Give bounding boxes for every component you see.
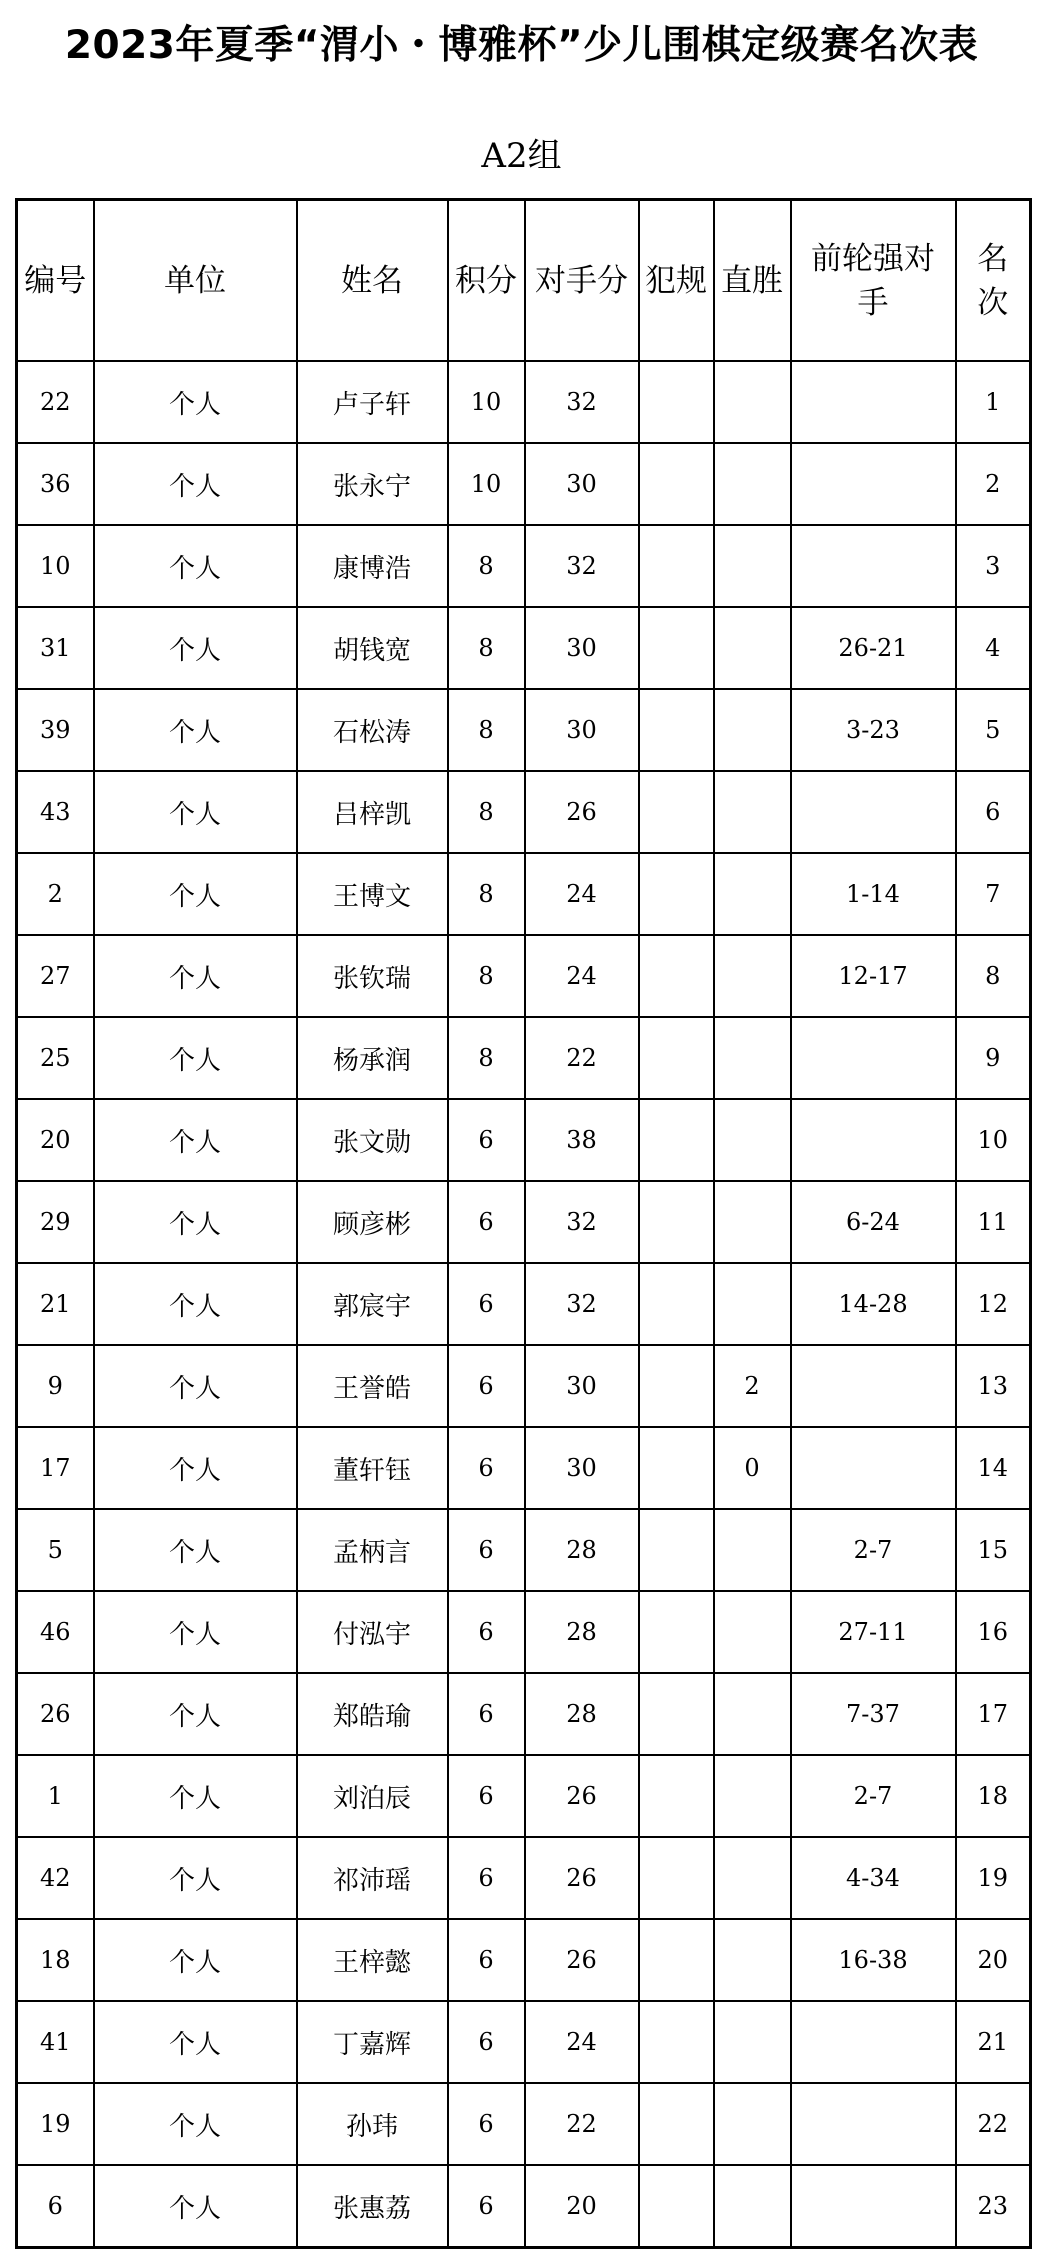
cell-unit: 个人 bbox=[94, 935, 297, 1017]
cell-prev-strong-opponent bbox=[791, 2165, 956, 2248]
cell-unit: 个人 bbox=[94, 1263, 297, 1345]
cell-fouls bbox=[639, 1345, 714, 1427]
cell-name: 顾彦彬 bbox=[297, 1181, 448, 1263]
ranking-table bbox=[15, 198, 1032, 2249]
cell-number: 2 bbox=[17, 853, 94, 935]
cell-prev-strong-opponent bbox=[791, 361, 956, 443]
table-body bbox=[17, 361, 1031, 2248]
cell-direct-win bbox=[714, 853, 791, 935]
cell-fouls bbox=[639, 1017, 714, 1099]
cell-number: 27 bbox=[17, 935, 94, 1017]
cell-direct-win bbox=[714, 1673, 791, 1755]
cell-unit: 个人 bbox=[94, 1919, 297, 2001]
cell-direct-win bbox=[714, 1017, 791, 1099]
table-header-row bbox=[17, 200, 1031, 362]
cell-name: 王誉皓 bbox=[297, 1345, 448, 1427]
cell-name: 张文勋 bbox=[297, 1099, 448, 1181]
cell-name: 董轩钰 bbox=[297, 1427, 448, 1509]
cell-number: 25 bbox=[17, 1017, 94, 1099]
cell-number: 21 bbox=[17, 1263, 94, 1345]
cell-number: 41 bbox=[17, 2001, 94, 2083]
cell-name: 张钦瑞 bbox=[297, 935, 448, 1017]
cell-fouls bbox=[639, 607, 714, 689]
cell-number: 10 bbox=[17, 525, 94, 607]
cell-unit: 个人 bbox=[94, 2165, 297, 2248]
cell-unit: 个人 bbox=[94, 2001, 297, 2083]
cell-opponent-score: 20 bbox=[525, 2165, 639, 2248]
cell-points: 8 bbox=[448, 689, 525, 771]
cell-number: 1 bbox=[17, 1755, 94, 1837]
cell-points: 6 bbox=[448, 1837, 525, 1919]
cell-name: 付泓宇 bbox=[297, 1591, 448, 1673]
cell-unit: 个人 bbox=[94, 361, 297, 443]
header-rank: 名次 bbox=[956, 200, 1031, 362]
header-opponent-score: 对手分 bbox=[525, 200, 639, 362]
cell-rank: 22 bbox=[956, 2083, 1031, 2165]
table-row bbox=[17, 689, 1031, 771]
cell-number: 42 bbox=[17, 1837, 94, 1919]
cell-points: 6 bbox=[448, 1181, 525, 1263]
cell-fouls bbox=[639, 1181, 714, 1263]
cell-number: 29 bbox=[17, 1181, 94, 1263]
cell-opponent-score: 30 bbox=[525, 607, 639, 689]
cell-opponent-score: 26 bbox=[525, 1919, 639, 2001]
cell-fouls bbox=[639, 1427, 714, 1509]
table-row bbox=[17, 361, 1031, 443]
cell-prev-strong-opponent: 7-37 bbox=[791, 1673, 956, 1755]
cell-points: 8 bbox=[448, 771, 525, 853]
cell-rank: 16 bbox=[956, 1591, 1031, 1673]
cell-unit: 个人 bbox=[94, 689, 297, 771]
cell-fouls bbox=[639, 2165, 714, 2248]
cell-name: 丁嘉辉 bbox=[297, 2001, 448, 2083]
cell-direct-win bbox=[714, 2001, 791, 2083]
cell-fouls bbox=[639, 1673, 714, 1755]
cell-direct-win bbox=[714, 2165, 791, 2248]
cell-points: 8 bbox=[448, 607, 525, 689]
cell-points: 8 bbox=[448, 853, 525, 935]
cell-points: 6 bbox=[448, 2083, 525, 2165]
cell-unit: 个人 bbox=[94, 1017, 297, 1099]
cell-direct-win bbox=[714, 2083, 791, 2165]
cell-unit: 个人 bbox=[94, 1591, 297, 1673]
cell-prev-strong-opponent: 12-17 bbox=[791, 935, 956, 1017]
cell-rank: 15 bbox=[956, 1509, 1031, 1591]
cell-direct-win bbox=[714, 607, 791, 689]
cell-fouls bbox=[639, 525, 714, 607]
cell-rank: 23 bbox=[956, 2165, 1031, 2248]
cell-name: 胡钱宽 bbox=[297, 607, 448, 689]
cell-unit: 个人 bbox=[94, 771, 297, 853]
cell-number: 36 bbox=[17, 443, 94, 525]
cell-unit: 个人 bbox=[94, 443, 297, 525]
cell-opponent-score: 32 bbox=[525, 361, 639, 443]
header-prev-strong-opponent: 前轮强对手 bbox=[791, 200, 956, 362]
cell-number: 22 bbox=[17, 361, 94, 443]
cell-opponent-score: 26 bbox=[525, 771, 639, 853]
cell-fouls bbox=[639, 2083, 714, 2165]
cell-rank: 9 bbox=[956, 1017, 1031, 1099]
cell-rank: 19 bbox=[956, 1837, 1031, 1919]
cell-direct-win bbox=[714, 1837, 791, 1919]
table-row bbox=[17, 1837, 1031, 1919]
cell-points: 6 bbox=[448, 1919, 525, 2001]
cell-number: 20 bbox=[17, 1099, 94, 1181]
cell-opponent-score: 28 bbox=[525, 1509, 639, 1591]
table-row bbox=[17, 1263, 1031, 1345]
cell-prev-strong-opponent: 3-23 bbox=[791, 689, 956, 771]
cell-direct-win bbox=[714, 1263, 791, 1345]
cell-unit: 个人 bbox=[94, 607, 297, 689]
cell-direct-win bbox=[714, 771, 791, 853]
cell-opponent-score: 28 bbox=[525, 1591, 639, 1673]
cell-rank: 10 bbox=[956, 1099, 1031, 1181]
cell-opponent-score: 22 bbox=[525, 1017, 639, 1099]
cell-rank: 18 bbox=[956, 1755, 1031, 1837]
table-row bbox=[17, 607, 1031, 689]
cell-name: 卢子轩 bbox=[297, 361, 448, 443]
page-title: 2023年夏季“渭小・博雅杯”少儿围棋定级赛名次表 bbox=[64, 23, 979, 68]
cell-direct-win bbox=[714, 443, 791, 525]
cell-prev-strong-opponent bbox=[791, 1427, 956, 1509]
cell-number: 46 bbox=[17, 1591, 94, 1673]
cell-points: 8 bbox=[448, 1017, 525, 1099]
cell-number: 43 bbox=[17, 771, 94, 853]
cell-prev-strong-opponent bbox=[791, 1099, 956, 1181]
cell-fouls bbox=[639, 1099, 714, 1181]
cell-rank: 21 bbox=[956, 2001, 1031, 2083]
cell-prev-strong-opponent bbox=[791, 771, 956, 853]
table-row bbox=[17, 443, 1031, 525]
cell-name: 祁沛瑶 bbox=[297, 1837, 448, 1919]
cell-rank: 8 bbox=[956, 935, 1031, 1017]
cell-prev-strong-opponent: 14-28 bbox=[791, 1263, 956, 1345]
cell-name: 康博浩 bbox=[297, 525, 448, 607]
cell-opponent-score: 32 bbox=[525, 1263, 639, 1345]
cell-unit: 个人 bbox=[94, 1755, 297, 1837]
header-number: 编号 bbox=[17, 200, 94, 362]
cell-direct-win bbox=[714, 1509, 791, 1591]
cell-fouls bbox=[639, 443, 714, 525]
cell-unit: 个人 bbox=[94, 1345, 297, 1427]
table-row bbox=[17, 1755, 1031, 1837]
cell-unit: 个人 bbox=[94, 1181, 297, 1263]
cell-fouls bbox=[639, 1263, 714, 1345]
cell-points: 6 bbox=[448, 2001, 525, 2083]
cell-points: 6 bbox=[448, 1591, 525, 1673]
cell-direct-win bbox=[714, 1755, 791, 1837]
cell-fouls bbox=[639, 1591, 714, 1673]
cell-name: 吕梓凯 bbox=[297, 771, 448, 853]
cell-prev-strong-opponent bbox=[791, 443, 956, 525]
table-row bbox=[17, 1509, 1031, 1591]
cell-rank: 6 bbox=[956, 771, 1031, 853]
cell-fouls bbox=[639, 1509, 714, 1591]
header-unit: 单位 bbox=[94, 200, 297, 362]
cell-name: 张永宁 bbox=[297, 443, 448, 525]
table-row bbox=[17, 1181, 1031, 1263]
cell-name: 王博文 bbox=[297, 853, 448, 935]
cell-number: 31 bbox=[17, 607, 94, 689]
cell-prev-strong-opponent: 27-11 bbox=[791, 1591, 956, 1673]
cell-name: 刘泊辰 bbox=[297, 1755, 448, 1837]
cell-opponent-score: 26 bbox=[525, 1837, 639, 1919]
cell-unit: 个人 bbox=[94, 2083, 297, 2165]
cell-unit: 个人 bbox=[94, 1673, 297, 1755]
cell-unit: 个人 bbox=[94, 1509, 297, 1591]
cell-points: 6 bbox=[448, 1509, 525, 1591]
cell-direct-win bbox=[714, 1919, 791, 2001]
cell-prev-strong-opponent: 6-24 bbox=[791, 1181, 956, 1263]
cell-direct-win bbox=[714, 1099, 791, 1181]
cell-name: 郭宸宇 bbox=[297, 1263, 448, 1345]
cell-name: 石松涛 bbox=[297, 689, 448, 771]
cell-fouls bbox=[639, 935, 714, 1017]
cell-rank: 1 bbox=[956, 361, 1031, 443]
cell-points: 10 bbox=[448, 361, 525, 443]
table-row bbox=[17, 1345, 1031, 1427]
cell-opponent-score: 30 bbox=[525, 1345, 639, 1427]
cell-prev-strong-opponent: 2-7 bbox=[791, 1755, 956, 1837]
cell-fouls bbox=[639, 689, 714, 771]
cell-prev-strong-opponent: 2-7 bbox=[791, 1509, 956, 1591]
cell-points: 6 bbox=[448, 1427, 525, 1509]
table-row bbox=[17, 853, 1031, 935]
cell-unit: 个人 bbox=[94, 853, 297, 935]
table-row bbox=[17, 1673, 1031, 1755]
cell-direct-win: 0 bbox=[714, 1427, 791, 1509]
table-row bbox=[17, 1099, 1031, 1181]
cell-number: 18 bbox=[17, 1919, 94, 2001]
cell-prev-strong-opponent: 4-34 bbox=[791, 1837, 956, 1919]
cell-prev-strong-opponent: 26-21 bbox=[791, 607, 956, 689]
cell-rank: 17 bbox=[956, 1673, 1031, 1755]
cell-opponent-score: 30 bbox=[525, 1427, 639, 1509]
cell-name: 孙玮 bbox=[297, 2083, 448, 2165]
cell-fouls bbox=[639, 2001, 714, 2083]
cell-opponent-score: 32 bbox=[525, 525, 639, 607]
cell-prev-strong-opponent bbox=[791, 1345, 956, 1427]
cell-rank: 5 bbox=[956, 689, 1031, 771]
cell-name: 孟柄言 bbox=[297, 1509, 448, 1591]
cell-number: 5 bbox=[17, 1509, 94, 1591]
cell-direct-win bbox=[714, 525, 791, 607]
cell-direct-win bbox=[714, 361, 791, 443]
cell-number: 26 bbox=[17, 1673, 94, 1755]
cell-opponent-score: 38 bbox=[525, 1099, 639, 1181]
header-direct-win: 直胜 bbox=[714, 200, 791, 362]
header-points: 积分 bbox=[448, 200, 525, 362]
cell-unit: 个人 bbox=[94, 1837, 297, 1919]
cell-prev-strong-opponent bbox=[791, 525, 956, 607]
cell-direct-win bbox=[714, 935, 791, 1017]
cell-opponent-score: 30 bbox=[525, 689, 639, 771]
table-row bbox=[17, 2083, 1031, 2165]
group-label: A2组 bbox=[481, 136, 562, 176]
cell-rank: 4 bbox=[956, 607, 1031, 689]
cell-rank: 2 bbox=[956, 443, 1031, 525]
cell-points: 6 bbox=[448, 1755, 525, 1837]
cell-name: 杨承润 bbox=[297, 1017, 448, 1099]
cell-points: 6 bbox=[448, 1673, 525, 1755]
cell-opponent-score: 28 bbox=[525, 1673, 639, 1755]
cell-opponent-score: 24 bbox=[525, 853, 639, 935]
cell-rank: 20 bbox=[956, 1919, 1031, 2001]
cell-direct-win: 2 bbox=[714, 1345, 791, 1427]
cell-fouls bbox=[639, 1837, 714, 1919]
table-row bbox=[17, 935, 1031, 1017]
cell-opponent-score: 32 bbox=[525, 1181, 639, 1263]
cell-prev-strong-opponent bbox=[791, 2083, 956, 2165]
cell-points: 6 bbox=[448, 2165, 525, 2248]
cell-number: 19 bbox=[17, 2083, 94, 2165]
table-row bbox=[17, 771, 1031, 853]
cell-opponent-score: 26 bbox=[525, 1755, 639, 1837]
cell-rank: 12 bbox=[956, 1263, 1031, 1345]
table-row bbox=[17, 1427, 1031, 1509]
cell-rank: 14 bbox=[956, 1427, 1031, 1509]
cell-name: 郑皓瑜 bbox=[297, 1673, 448, 1755]
cell-points: 6 bbox=[448, 1099, 525, 1181]
cell-fouls bbox=[639, 1919, 714, 2001]
cell-opponent-score: 24 bbox=[525, 2001, 639, 2083]
cell-fouls bbox=[639, 771, 714, 853]
cell-fouls bbox=[639, 361, 714, 443]
cell-name: 张惠荔 bbox=[297, 2165, 448, 2248]
cell-rank: 13 bbox=[956, 1345, 1031, 1427]
cell-prev-strong-opponent bbox=[791, 1017, 956, 1099]
cell-number: 17 bbox=[17, 1427, 94, 1509]
cell-rank: 7 bbox=[956, 853, 1031, 935]
cell-prev-strong-opponent: 1-14 bbox=[791, 853, 956, 935]
table-row bbox=[17, 2165, 1031, 2248]
cell-unit: 个人 bbox=[94, 1099, 297, 1181]
cell-number: 39 bbox=[17, 689, 94, 771]
header-fouls: 犯规 bbox=[639, 200, 714, 362]
cell-unit: 个人 bbox=[94, 1427, 297, 1509]
cell-unit: 个人 bbox=[94, 525, 297, 607]
cell-direct-win bbox=[714, 689, 791, 771]
cell-points: 8 bbox=[448, 525, 525, 607]
cell-fouls bbox=[639, 853, 714, 935]
table-row bbox=[17, 525, 1031, 607]
cell-opponent-score: 30 bbox=[525, 443, 639, 525]
cell-opponent-score: 22 bbox=[525, 2083, 639, 2165]
cell-prev-strong-opponent: 16-38 bbox=[791, 1919, 956, 2001]
cell-name: 王梓懿 bbox=[297, 1919, 448, 2001]
cell-points: 6 bbox=[448, 1263, 525, 1345]
cell-points: 6 bbox=[448, 1345, 525, 1427]
cell-direct-win bbox=[714, 1181, 791, 1263]
cell-prev-strong-opponent bbox=[791, 2001, 956, 2083]
table-row bbox=[17, 1017, 1031, 1099]
cell-number: 6 bbox=[17, 2165, 94, 2248]
cell-number: 9 bbox=[17, 1345, 94, 1427]
cell-direct-win bbox=[714, 1591, 791, 1673]
cell-points: 8 bbox=[448, 935, 525, 1017]
header-name: 姓名 bbox=[297, 200, 448, 362]
table-row bbox=[17, 1919, 1031, 2001]
cell-opponent-score: 24 bbox=[525, 935, 639, 1017]
cell-rank: 11 bbox=[956, 1181, 1031, 1263]
cell-rank: 3 bbox=[956, 525, 1031, 607]
table-row bbox=[17, 1591, 1031, 1673]
cell-points: 10 bbox=[448, 443, 525, 525]
table-row bbox=[17, 2001, 1031, 2083]
cell-fouls bbox=[639, 1755, 714, 1837]
